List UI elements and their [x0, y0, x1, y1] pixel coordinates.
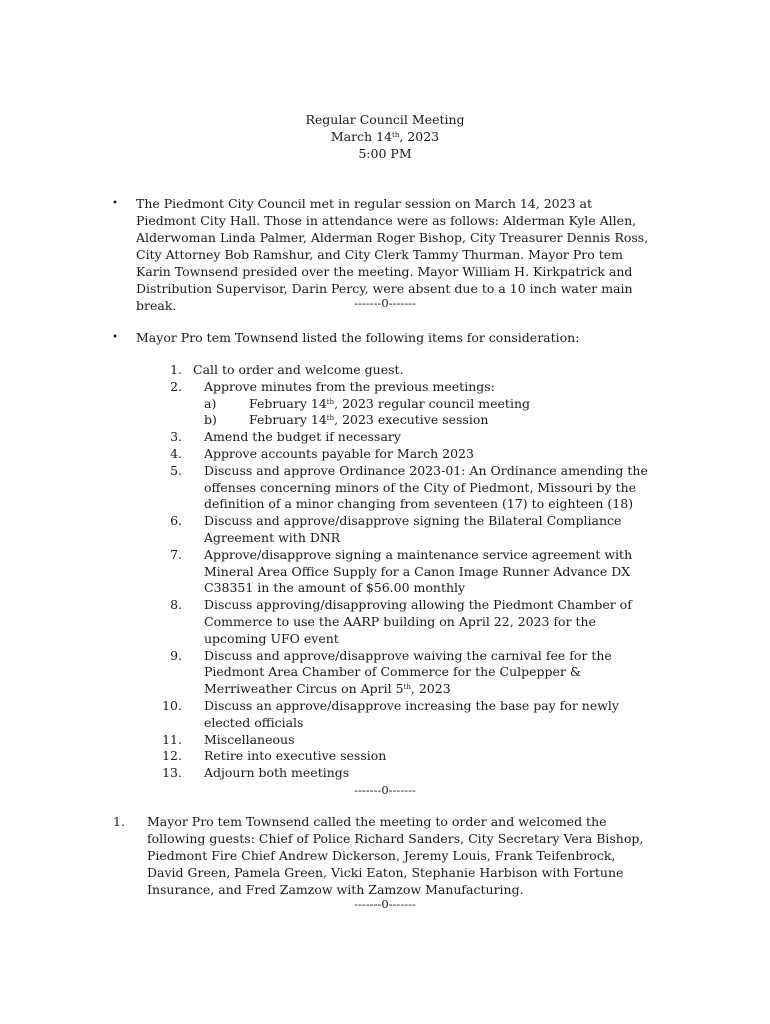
bullet-icon: • — [112, 332, 118, 343]
agenda-item: 5. Discuss and approve Ordinance 2023-01: An Ordinance amending the offenses concerning minors of the City of Piedmont, Missouri by the definition of a minor changing from seventeen (17) to eighteen (18) — [170, 462, 648, 512]
agenda-item: 9. Discuss and approve/disapprove waiving the carnival fee for the Piedmont Area Chamber of Commerce for the Culpepper & Merriweather Circus on April 5th, 2023 — [170, 647, 612, 697]
agenda-item: 13. Adjourn both meetings — [162, 765, 350, 781]
meeting-title: Regular Council Meeting — [305, 112, 465, 127]
agenda-item: 1. Call to order and welcome guest. — [170, 362, 404, 377]
agenda-list — [0, 362, 770, 799]
agenda-item: 7. Approve/disapprove signing a maintenance service agreement with Mineral Area Office Supply for a Canon Image Runner Advance DX C38351 in the amount of $56.00 monthly — [170, 546, 633, 596]
agenda-item: 2. Approve minutes from the previous meetings: — [170, 378, 495, 394]
separator: -------0------- — [354, 782, 416, 797]
agenda-item: 4. Approve accounts payable for March 2023 — [170, 445, 474, 461]
meeting-time: 5:00 PM — [358, 146, 412, 161]
consideration-text: Mayor Pro tem Townsend listed the following items for consideration: — [136, 330, 580, 345]
agenda-subitem: b) February 14th, 2023 executive session — [204, 412, 489, 428]
meeting-date: March 14th, 2023 — [330, 129, 440, 144]
bullet-icon: • — [112, 198, 118, 209]
attendance-text: The Piedmont City Council met in regular session on March 14, 2023 at Piedmont City Hall. Those in attendance were as follows: Alderman Kyle Allen, Alderwoman Linda Palmer, Alderman Roger Bishop, City Treasurer Dennis Ross, City Attorney Bob Ramshur, and City Clerk Tammy Thurman. Mayor Pro tem Karin Townsend presided over the meeting. Mayor William H. Kirkpatrick and Distribution Supervisor, Darin Percy, were absent due to a 10 inch water main break. — [136, 196, 649, 313]
agenda-item: 10. Discuss an approve/disapprove increasing the base pay for newly elected officials — [162, 697, 619, 730]
agenda-item: 12. Retire into executive session — [162, 748, 387, 764]
agenda-item: 6. Discuss and approve/disapprove signing the Bilateral Compliance Agreement with DNR — [170, 513, 622, 545]
separator: -------0------- — [354, 897, 416, 911]
document-header — [0, 111, 770, 162]
agenda-item: 8. Discuss approving/disapproving allowing the Piedmont Chamber of Commerce to use the AARP building on April 22, 2023 for the upcoming UFO event — [170, 597, 632, 646]
separator: -------0------- — [354, 296, 416, 310]
agenda-item: 3. Amend the budget if necessary — [170, 429, 401, 445]
minutes-item-1-text: Mayor Pro tem Townsend called the meeting to order and welcomed the following guests: Chief of Police Richard Sanders, City Secretary Vera Bishop, Piedmont Fire Chief Andrew Dickerson, Jeremy Louis, Frank Teifenbrock, David Green, Pamela Green, Vicki Eaton, Stephanie Harbison with Fortune Insurance, and Fred Zamzow with Zamzow Manufacturing. — [147, 814, 644, 897]
agenda-item: 11. Miscellaneous — [162, 731, 295, 747]
agenda-subitem: a) February 14th, 2023 regular council meeting — [204, 395, 530, 411]
